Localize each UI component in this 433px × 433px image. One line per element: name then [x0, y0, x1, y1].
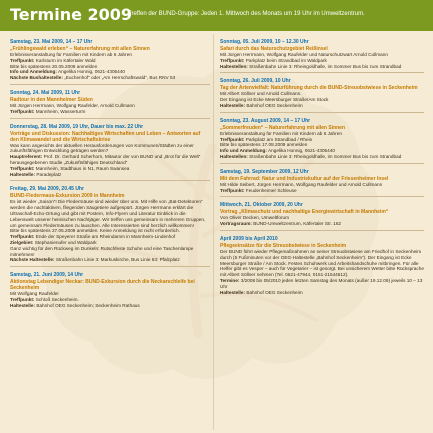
field-label: Haltestelle: [220, 289, 246, 295]
event-stop [10, 172, 210, 178]
event-title: Tag der Artenvielfalt: Naturführung durch die BUND-Streuobstwiese in Seckenheim [220, 85, 418, 92]
event-registration-note: Bitte bis spätestens 20.05.2009 anmelden [10, 63, 98, 69]
field-value: Bahnhof OEG Seckenheim; Seckenheim Rathaus [35, 302, 140, 308]
field-label: Termine: [220, 277, 240, 283]
field-value: Stephanienufer und Waldpark [33, 239, 97, 245]
event-description: Der BUND führt wieder Pflegemaßnahmen an seiner Streuobstwiese am Friedhof in Seckenheim durch (5 Fußminuten vor der OEG-Haltestelle „Bahnhof Seckenheim“). Der Eingang ist Ecke Meersburger Straße / Am Stock. Festes Schuhwerk und Arbeitshandschuhe mitbringen. Für alle Helfer gibt es Vesper – auch für Vegetarier – ist gesorgt. Bei unsicherem Wetter bitte Rücksprache mit Albert Söllner nehmen (Tel. 0621-47944, 0151-21544612). [220, 248, 424, 278]
event-may-28 [10, 122, 210, 182]
field-label: Treffpunkt: [220, 57, 245, 63]
event-registration-note: Bitte bis spätestens 27.05.2009 anmelden. Keine Anmeldung ist nicht erforderlich. [10, 228, 180, 234]
field-value: Parkplatz am Strandbad / Rhein [244, 136, 313, 142]
field-label: Haltestelle: [220, 102, 246, 108]
field-value: Paradeplatz [35, 171, 62, 177]
field-value: Bahnhof OEG Seckenheim [245, 289, 303, 295]
event-registration-note: Bitte bis spätestens 17.08.2009 anmelden [220, 142, 308, 148]
field-value: Straßenbahn Linie 3: Rheingoldhalle, im Sommer Bus bis zum Strandbad [247, 63, 402, 69]
field-label: Treffpunkt: [220, 136, 245, 142]
field-label: Treffpunkt: [10, 108, 35, 114]
event-stop [220, 154, 424, 160]
event-guides: Mit Hilde Seibert, Jürgen Herrmann, Wolfgang Raufelder und Arnold Cullmann [220, 181, 383, 187]
field-label: Treffpunkt: [10, 57, 35, 63]
event-guides: Mit Jürgen Herrmann, Wolfgang Raufelder und Naturschutzwart Arnold Cullmann [220, 52, 388, 57]
event-venue [220, 221, 424, 227]
column-divider [213, 34, 214, 430]
event-stop [10, 303, 210, 309]
event-stop [220, 64, 424, 70]
event-guides: Mit Jürgen Herrmann, Wolfgang Raufelder, Arnold Cullmann [10, 102, 135, 108]
field-label: Nächste Bushaltestelle: [10, 75, 63, 81]
event-guides: Mit Wolfgang Raufelder [10, 291, 59, 297]
right-events-column [220, 37, 424, 298]
event-speaker: Von Oliver Decken, Umweltforum [220, 215, 290, 221]
event-jun-21 [10, 270, 210, 311]
event-sep-19 [220, 167, 424, 198]
event-stop [220, 290, 424, 296]
field-value: Ende der Speyerer Straße am Rheindamm in Mannheim-Lindenhof [34, 234, 176, 240]
event-date: Sonntag, 23. August 2009, 14 – 17 Uhr [220, 117, 311, 124]
field-value: Mannheim, Wasserturm [34, 108, 86, 114]
field-value: „Euchenhof“ oder „Am Herrschaftswald“, Bus RNV 53 [62, 75, 176, 81]
field-value: BUND-Umweltzentrum, Käfertaler Str. 162 [251, 221, 342, 227]
event-transport [10, 75, 210, 81]
field-label: Zielgebiet: [10, 239, 34, 245]
event-title: Vorträge und Diskussion: Nachhaltiges Wirtschaften und Leben – Antworten auf den Klimawandel und die Wirtschaftskrise [10, 130, 201, 143]
event-oct-21 [220, 200, 424, 231]
event-may-24 [10, 88, 210, 119]
field-label: Treffpunkt: [220, 187, 245, 193]
event-title: Safari durch das Naturschutzgebiet Reißinsel [220, 46, 328, 52]
field-value: Karlsturm im Käfertaler Wald [34, 57, 96, 63]
field-label: Nächste Haltestelle: [10, 257, 55, 263]
event-date: Mittwoch, 21. Oktober 2009, 20 Uhr [220, 202, 303, 209]
event-schedule [220, 278, 424, 290]
event-jul-26 [220, 76, 424, 112]
event-date: Donnerstag, 28. Mai 2009, 19 Uhr, Dauer bis max. 22 Uhr [10, 123, 144, 130]
event-guides: Mit Albert Söllner und Arnold Cullmann. [220, 91, 302, 97]
field-value: 3/2008 bis 05/2010 jeden letzten Samstag des Monats (außer 19.12.09) jeweils 10 – 13 Uhr [220, 277, 423, 289]
field-label: Treffpunkt: [10, 234, 35, 240]
field-label: Hauptreferent: [10, 154, 43, 160]
calendar-header [0, 0, 433, 31]
field-label: Info und Anmeldung: [10, 69, 57, 75]
field-label: Info und Anmeldung: [220, 148, 267, 154]
event-description: Erlebnisveranstaltung für Familien mit Kindern ab 6 Jahren [220, 130, 342, 136]
field-value: Angelika Honnig, 0621-4305440 [266, 148, 335, 154]
field-value: Angelika Honnig, 0621-4305440 [56, 69, 125, 75]
event-aug-23 [220, 116, 424, 164]
field-value: Bahnhof OEG Seckenheim [245, 102, 303, 108]
event-equipment-note: Ganz wichtig für den Rückweg im Dunkeln: Rutschfeste Schuhe und eine Taschenlampe mitnehmen! [10, 245, 194, 257]
page-subtitle: Treffen der BUND-Gruppe: Jeden 1. Mittwoch des Monats um 19 Uhr im Umweltzentrum. [128, 11, 365, 17]
event-may-29 [10, 184, 210, 267]
field-label: Treffpunkt: [10, 296, 35, 302]
field-value: Mannheim, Stadthaus in N1, Raum Swansea [34, 165, 130, 171]
event-date: Samstag, 21. Juni 2009, 14 Uhr [10, 272, 84, 279]
event-entrance-note: Der Eingang ist Ecke Meersburger Straße/Am Stock [220, 97, 329, 103]
field-label: Haltestellen: [220, 153, 248, 159]
event-title: „Sommerfreuden“ – Naturerfahrung mit allen Sinnen [220, 124, 346, 131]
event-jul-05 [220, 37, 424, 73]
event-date: Sonntag, 26. Juli 2009, 10 Uhr [220, 78, 291, 85]
event-date: Samstag, 23. Mai 2009, 14 – 17 Uhr [10, 39, 93, 45]
event-speaker [10, 154, 210, 166]
left-events-column [10, 37, 210, 312]
event-meeting-point [10, 109, 210, 115]
field-label: Haltestelle: [10, 302, 36, 308]
event-title: Mit dem Fahrrad: Natur und Industriekultur auf der Friesenheimer Insel [220, 175, 389, 182]
event-title: Vortrag „Klimaschutz und nachhaltige Energiewirtschaft in Mannheim“ [220, 209, 389, 216]
event-description: Es ist wieder „Saison“! Die Fledermäuse sind wieder über uns. Mit Hilfe von „Bat-Detektoren“ werden die nachtaktiven, fliegenden Säugetiere aufgespürt. Jürgen Herrmann erklärt die Ultraschall-Echo-Ortung und gibt mit Postern, Info-Flyern und Literatur Einblick in die Lebenswelt unserer heimischen Nachtjäger. Wir treffen uns gemeinsam in mehreren Gruppen, um gemeinsam Fledermäusen zu lauschen. Alle Interessierten sind herzlich willkommen! [10, 199, 206, 228]
event-date: Sonntag, 24. Mai 2009, 11 Uhr [10, 89, 81, 96]
field-value: Schloß Seckenheim. [34, 296, 79, 302]
event-title: Radtour in den Mannheimer Süden [10, 96, 93, 103]
page-title: Termine 2009 [10, 5, 133, 24]
event-date: Freitag, 29. Mai 2009, 20.45 Uhr [10, 186, 84, 193]
field-label: Treffpunkt: [10, 165, 35, 171]
event-title: „Frühlingswald erleben“ – Naturerfahrung mit allen Sinnen [10, 46, 150, 52]
event-title: Pflegeeinsätze für die Streuobstwiese in Seckenheim [220, 242, 347, 249]
event-title: Aktionstag Lebendiger Neckar: BUND-Exkursion durch die Neckarschleife bei Seckenheim [10, 279, 195, 292]
event-description: Was kann angesichts der aktuellen Herausforderungen von Kommunen/Städten zu einer zukunftsfähigen Entwicklung getragen werden? [10, 142, 194, 154]
field-label: Vortragsraum: [220, 221, 252, 227]
field-value: Parkplatz beim Strandbad im Waldpark [244, 57, 327, 63]
event-date: April 2009 bis April 2010 [220, 235, 278, 242]
field-value: Straßenbahn Linie 3: Rheingoldhalle, im Sommer Bus bis zum Strandbad [247, 153, 402, 159]
event-date: Sonntag, 05. Juli 2009, 10 – 12.30 Uhr [220, 39, 309, 45]
event-may-23 [10, 37, 210, 85]
field-label: Haltestellen: [220, 63, 248, 69]
event-title: BUND-Fledermaus-Exkursion 2009 in Mannheim [10, 193, 125, 200]
event-date: Samstag, 19. September 2009, 12 Uhr [220, 168, 309, 175]
field-value: Feudenheimer Schleuse [244, 187, 297, 193]
event-description: Erlebnisveranstaltung für Familien mit Kindern ab 6 Jahren [10, 52, 132, 57]
event-orchard-care [220, 234, 424, 298]
field-value: Straßenbahn Linie 3: Markuskirche, Bus Linie 63: Pfalzplatz [54, 257, 180, 263]
event-stop [10, 257, 210, 263]
event-meeting-point [220, 188, 424, 194]
event-stop [220, 103, 424, 109]
field-label: Haltestelle: [10, 171, 36, 177]
field-value: Prof. Dr. Gerhard Scherhorn, Mitautor der von BUND und „Brot für die Welt“ herausgegebenen Studie „Zukunftsfähiges Deutschland“ [10, 154, 201, 165]
